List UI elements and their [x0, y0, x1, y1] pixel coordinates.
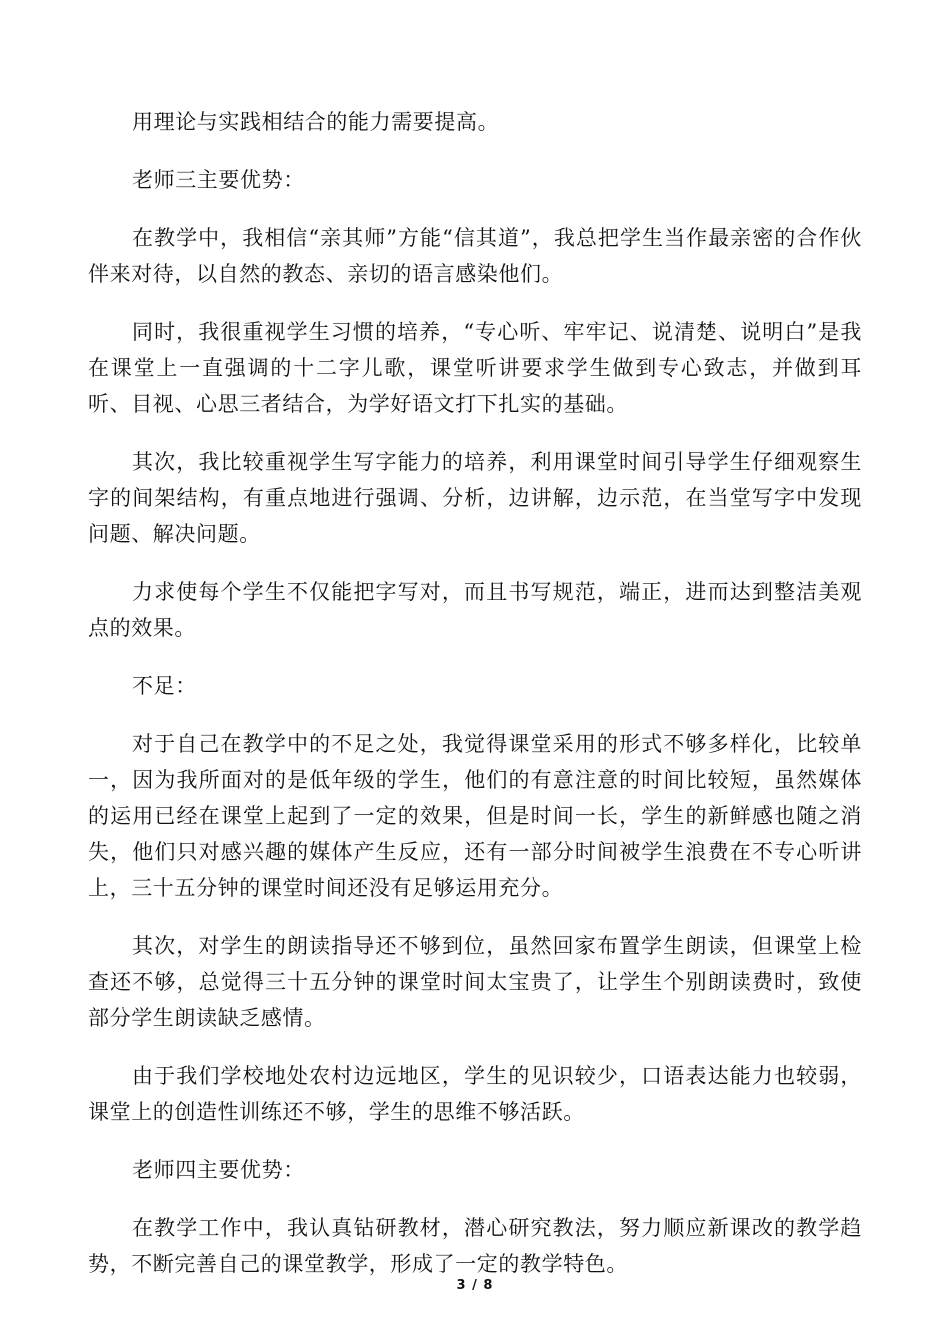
paragraph: 力求使每个学生不仅能把字写对，而且书写规范，端正，进而达到整洁美观点的效果。 — [88, 580, 862, 640]
paragraph: 在教学中，我相信“亲其师”方能“信其道”，我总把学生当作最亲密的合作伙伴来对待，以自然的教态、亲切的语言感染他们。 — [88, 226, 862, 286]
paragraph: 同时，我很重视学生习惯的培养，“专心听、牢牢记、说清楚、说明白”是我在课堂上一直强调的十二字儿歌，课堂听讲要求学生做到专心致志，并做到耳听、目视、心思三者结合，为学好语文打下扎实的基础。 — [88, 320, 862, 416]
paragraph: 在教学工作中，我认真钻研教材，潜心研究教法，努力顺应新课改的教学趋势，不断完善自己的课堂教学，形成了一定的教学特色。 — [88, 1216, 862, 1276]
section-heading: 不足： — [132, 674, 197, 698]
page-number: 3 / 8 — [456, 1278, 494, 1293]
paragraph: 对于自己在教学中的不足之处，我觉得课堂采用的形式不够多样化，比较单一，因为我所面对的是低年级的学生，他们的有意注意的时间比较短，虽然媒体的运用已经在课堂上起到了一定的效果，但是时间一长，学生的新鲜感也随之消失，他们只对感兴趣的媒体产生反应，还有一部分时间被学生浪费在不专心听讲上，三十五分钟的课堂时间还没有足够运用充分。 — [88, 732, 862, 900]
section-heading: 老师三主要优势： — [132, 168, 305, 192]
section-heading: 老师四主要优势： — [132, 1158, 305, 1182]
paragraph: 其次，对学生的朗读指导还不够到位，虽然回家布置学生朗读，但课堂上检查还不够，总觉得三十五分钟的课堂时间太宝贵了，让学生个别朗读费时，致使部分学生朗读缺乏感情。 — [88, 934, 862, 1030]
paragraph: 其次，我比较重视学生写字能力的培养，利用课堂时间引导学生仔细观察生字的间架结构，有重点地进行强调、分析，边讲解，边示范，在当堂写字中发现问题、解决问题。 — [88, 450, 862, 546]
paragraph: 由于我们学校地处农村边远地区，学生的见识较少，口语表达能力也较弱，课堂上的创造性训练还不够，学生的思维不够活跃。 — [88, 1064, 862, 1124]
paragraph: 用理论与实践相结合的能力需要提高。 — [132, 110, 500, 134]
document-body — [88, 104, 862, 1304]
